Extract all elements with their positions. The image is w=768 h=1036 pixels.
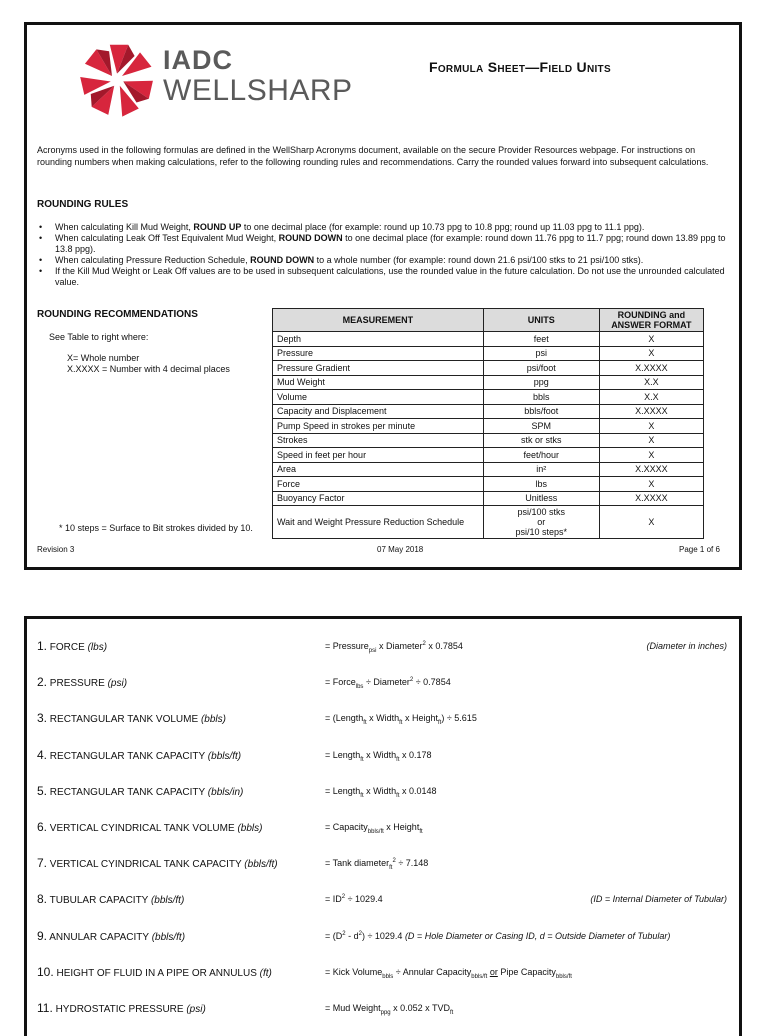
formula-number: 7. [37, 856, 48, 871]
measurement-cell: Speed in feet per hour [273, 448, 484, 463]
brand-wordmark [163, 47, 353, 106]
table-row [273, 506, 704, 539]
table-row [273, 491, 704, 506]
formula-equation: = (Length$_{ft}$ x Width$_{ft}$ x Height$_{ft}$) ÷ 5.615 [325, 713, 477, 727]
formula-number: 8. [37, 892, 48, 907]
see-table-text: See Table to right where: [49, 332, 149, 342]
formula-label [37, 929, 185, 943]
formula-label [37, 965, 272, 979]
units-cell: feet [483, 332, 599, 347]
formula-name: TUBULAR CAPACITY [49, 895, 149, 907]
table-row [273, 462, 704, 477]
formula-name: VERTICAL CYINDRICAL TANK VOLUME [49, 823, 235, 834]
units-cell: psi/foot [483, 361, 599, 376]
rounding-rules-list [37, 222, 731, 288]
date-label: 07 May 2018 [377, 545, 424, 554]
formula-label [37, 748, 241, 762]
formula-label [37, 711, 226, 725]
formula-label [37, 892, 184, 906]
formula-number: 2. [37, 675, 48, 690]
formula-name: RECTANGULAR TANK CAPACITY [49, 750, 206, 762]
formula-equation: = Length$_{ft}$ x Width$_{ft}$ x 0.0148 [325, 785, 437, 799]
formula-name: HYDROSTATIC PRESSURE [55, 1004, 184, 1015]
format-cell: X.XXXX [599, 462, 703, 477]
format-cell: X.XXXX [599, 491, 703, 506]
units-cell: SPM [483, 419, 599, 434]
formula-name: RECTANGULAR TANK CAPACITY [49, 786, 206, 798]
formula-number: 9. [37, 928, 48, 943]
page-number: Page 1 of 6 [679, 545, 720, 554]
formula-unit: (bbls/ft) [150, 895, 185, 907]
formula-number: 1. [37, 639, 48, 653]
formula-equation: = Force$_{lbs}$ ÷ Diameter$^2$ ÷ 0.7854 [325, 677, 451, 690]
measurement-cell: Buoyancy Factor [273, 491, 484, 506]
formula-unit: (bbls) [200, 714, 226, 726]
table-body [273, 332, 704, 539]
format-cell: X [599, 506, 703, 539]
measurement-cell: Capacity and Displacement [273, 404, 484, 419]
formula-sheet-page-1 [24, 22, 742, 570]
formula-label [37, 784, 243, 798]
format-cell: X [599, 477, 703, 492]
rule-item: • When calculating Leak Off Test Equivalent Mud Weight, ROUND DOWN to one decimal place (for example: round down 11.76 ppg to 11.7 ppg; round down 13.89 ppg to 13.8 ppg). [37, 233, 731, 255]
units-cell: psi [483, 346, 599, 361]
format-cell: X [599, 433, 703, 448]
col-measurement: MEASUREMENT [273, 309, 484, 332]
formula-equation: = Capacity$_{bbls/ft}$ x Height$_{ft}$ [325, 822, 423, 835]
formula-equation: = Pressure$_{psi}$ x Diameter$^2$ x 0.7854 [325, 641, 463, 654]
formula-unit: (bbls/ft) [151, 931, 186, 943]
measurement-cell: Pressure [273, 346, 484, 361]
formula-label [37, 856, 278, 870]
units-cell: in² [483, 462, 599, 477]
brand-line-1: IADC [163, 45, 233, 75]
formula-unit: (bbls/ft) [207, 750, 242, 762]
formula-equation: = $ID^2 \div 1029.4$ [325, 894, 383, 905]
formula-unit: (ft) [259, 967, 272, 979]
formula-unit: (bbls) [237, 823, 263, 834]
col-format: ROUNDING and ANSWER FORMAT [599, 309, 703, 332]
formula-note: (Diameter in inches) [646, 641, 727, 651]
formula-label [37, 639, 107, 653]
format-cell: X.XXXX [599, 404, 703, 419]
legend-whole-number: X= Whole number [67, 353, 140, 363]
table-row [273, 346, 704, 361]
table-row [273, 419, 704, 434]
measurement-cell: Wait and Weight Pressure Reduction Schedule [273, 506, 484, 539]
formula-equation: = Tank diameter$_{ft}^2$ ÷ 7.148 [325, 858, 429, 871]
formula-unit: (psi) [186, 1004, 206, 1015]
formula-label [37, 675, 127, 689]
iadc-logo-icon [77, 40, 157, 120]
units-cell: bbls [483, 390, 599, 405]
measurement-cell: Area [273, 462, 484, 477]
format-cell: X [599, 419, 703, 434]
table-row [273, 448, 704, 463]
col-units: UNITS [483, 309, 599, 332]
rule-item: • If the Kill Mud Weight or Leak Off values are to be used in subsequent calculations, use the rounded value in the future calculation. Do not use the unrounded calculated value. [37, 266, 731, 288]
measurement-cell: Depth [273, 332, 484, 347]
rule-item: • When calculating Kill Mud Weight, ROUND UP to one decimal place (for example: round up 10.73 ppg to 10.8 ppg; round up 11.03 ppg to 11.1 ppg). [37, 222, 731, 233]
formula-number: 5. [37, 783, 48, 798]
brand-line-2: WELLSHARP [163, 74, 353, 107]
table-row [273, 375, 704, 390]
formula-name: VERTICAL CYINDRICAL TANK CAPACITY [49, 859, 242, 871]
format-cell: X.XXXX [599, 361, 703, 376]
formula-name: ANNULAR CAPACITY [49, 931, 149, 943]
formula-name: RECTANGULAR TANK VOLUME [49, 714, 199, 726]
formula-unit: (bbls/ft) [244, 859, 278, 871]
formula-unit: (bbls/in) [207, 786, 244, 798]
measurement-cell: Strokes [273, 433, 484, 448]
format-cell: X [599, 448, 703, 463]
formula-sheet-page-2 [24, 616, 742, 1036]
page-title: Formula Sheet—Field Units [429, 59, 611, 75]
units-line: psi/100 stks [517, 507, 566, 517]
formula-unit: (lbs) [87, 642, 108, 653]
table-row [273, 332, 704, 347]
format-cell: X.X [599, 375, 703, 390]
units-cell: feet/hour [483, 448, 599, 463]
measurement-cell: Volume [273, 390, 484, 405]
table-header-row [273, 309, 704, 332]
units-cell [483, 506, 599, 539]
measurement-cell: Pressure Gradient [273, 361, 484, 376]
format-cell: X.X [599, 390, 703, 405]
table-row [273, 477, 704, 492]
measurement-cell: Force [273, 477, 484, 492]
units-cell: stk or stks [483, 433, 599, 448]
formula-number: 6. [37, 820, 48, 834]
rounding-recommendations-heading: ROUNDING RECOMMENDATIONS [37, 309, 198, 320]
units-line: psi/10 steps* [515, 527, 568, 537]
formula-equation: = $(D^2 - d^2) \div 1029.4$ (D = Hole Diameter or Casing ID, d = Outside Diameter of Tubular) [325, 930, 671, 941]
measurement-cell: Pump Speed in strokes per minute [273, 419, 484, 434]
units-cell: ppg [483, 375, 599, 390]
table-row [273, 361, 704, 376]
rule-item: • When calculating Pressure Reduction Schedule, ROUND DOWN to a whole number (for example: round down 21.6 psi/100 stks to 21 psi/100 stks). [37, 255, 731, 266]
steps-note: * 10 steps = Surface to Bit strokes divided by 10. [59, 523, 253, 533]
formula-unit: (psi) [107, 678, 128, 690]
table-row [273, 404, 704, 419]
formula-label [37, 1001, 206, 1015]
units-cell: lbs [483, 477, 599, 492]
table-row [273, 390, 704, 405]
legend-four-decimals: X.XXXX = Number with 4 decimal places [67, 364, 230, 374]
formula-equation: = Kick Volume$_{bbls}$ ÷ Annular Capacity$_{bbls/ft}$ or Pipe Capacity$_{bbls/ft}$ [325, 966, 572, 980]
formula-number: 11. [37, 1001, 53, 1015]
units-cell: bbls/foot [483, 404, 599, 419]
formula-name: FORCE [49, 642, 85, 653]
formula-equation: = Mud Weight$_{ppg}$ x 0.052 x $TVD_{ft}$ [325, 1003, 454, 1016]
intro-paragraph: Acronyms used in the following formulas are defined in the WellSharp Acronyms document, available on the secure Provider Resources webpage. For instructions on rounding numbers when making calculations, refer to the following rounding rules and recommendations. Carry the rounded values forward into subsequent calculations. [37, 145, 709, 167]
formula-equation: = Length$_{ft}$ x Width$_{ft}$ x 0.178 [325, 749, 432, 763]
measurement-cell: Mud Weight [273, 375, 484, 390]
formula-number: 4. [37, 747, 48, 762]
formula-name: PRESSURE [49, 678, 105, 690]
units-cell: Unitless [483, 491, 599, 506]
units-line: or [537, 517, 546, 527]
rounding-rules-heading: ROUNDING RULES [37, 199, 129, 210]
formula-label [37, 820, 262, 834]
table-row [273, 433, 704, 448]
format-cell: X [599, 346, 703, 361]
formula-number: 3. [37, 711, 48, 726]
rounding-table [272, 308, 704, 539]
formula-number: 10. [37, 964, 54, 979]
formula-name: HEIGHT OF FLUID IN A PIPE OR ANNULUS [56, 967, 257, 979]
revision-label: Revision 3 [37, 545, 75, 554]
format-cell: X [599, 332, 703, 347]
formula-note: (ID = Internal Diameter of Tubular) [590, 894, 727, 905]
